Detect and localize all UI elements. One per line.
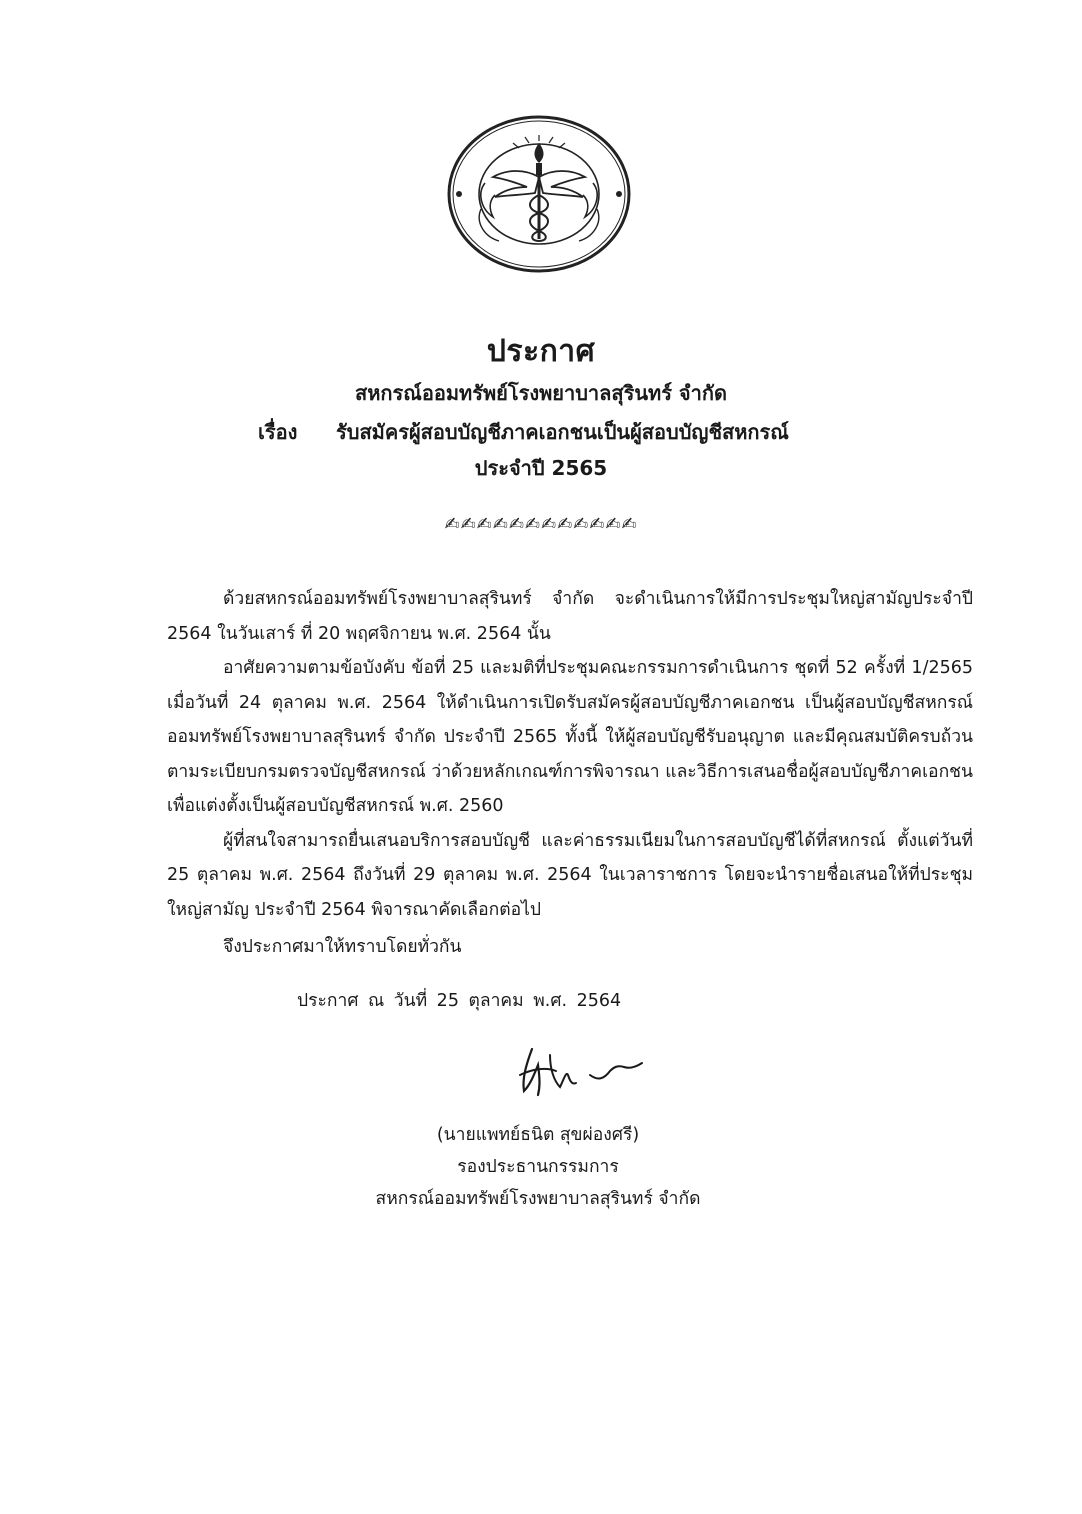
- handwritten-signature: [510, 1035, 650, 1105]
- year-line: ประจำปี 2565: [474, 456, 608, 480]
- body-paragraph: ด้วยสหกรณ์ออมทรัพย์โรงพยาบาลสุรินทร์ จำกัด จะดำเนินการให้มีการประชุมใหญ่สามัญประจำปี 2564 ในวันเสาร์ ที่ 20 พฤศจิกายน พ.ศ. 2564 นั้น: [167, 589, 973, 644]
- document-title: ประกาศ: [486, 334, 596, 369]
- body-paragraph: อาศัยความตามข้อบังคับ ข้อที่ 25 และมติที่ประชุมคณะกรรมการดำเนินการ ชุดที่ 52 ครั้งที่ 1/2565 เมื่อวันที่ 24 ตุลาคม พ.ศ. 2564 ให้ดำเนินการเปิดรับสมัครผู้สอบบัญชีภาคเอกชน เป็นผู้สอบบัญชีสหกรณ์ออมทรัพย์โรงพยาบาลสุรินทร์ จำกัด ประจำปี 2565 ทั้งนี้ ให้ผู้สอบบัญชีรับอนุญาต และมีคุณสมบัติครบถ้วน ตามระเบียบกรมตรวจบัญชีสหกรณ์ ว่าด้วยหลักเกณฑ์การพิจารณา และวิธีการเสนอชื่อผู้สอบบัญชีภาคเอกชน เพื่อแต่งตั้งเป็นผู้สอบบัญชีสหกรณ์ พ.ศ. 2560: [167, 658, 973, 816]
- announcement-date: ประกาศ ณ วันที่ 25 ตุลาคม พ.ศ. 2564: [297, 991, 622, 1011]
- cooperative-seal-icon: [445, 113, 633, 275]
- signer-organization: สหกรณ์ออมทรัพย์โรงพยาบาลสุรินทร์ จำกัด: [375, 1189, 701, 1209]
- signer-name: (นายแพทย์ธนิต สุขผ่องศรี): [436, 1125, 640, 1145]
- closing-statement: จึงประกาศมาให้ทราบโดยทั่วกัน: [223, 937, 462, 957]
- body-paragraph: ผู้ที่สนใจสามารถยื่นเสนอบริการสอบบัญชี และค่าธรรมเนียมในการสอบบัญชีได้ที่สหกรณ์ ตั้งแต่วันที่ 25 ตุลาคม พ.ศ. 2564 ถึงวันที่ 29 ตุลาคม พ.ศ. 2564 ในเวลาราชการ โดยจะนำรายชื่อเสนอให้ที่ประชุมใหญ่สามัญ ประจำปี 2564 พิจารณาคัดเลือกต่อไป: [167, 830, 973, 920]
- ornament-divider: ✍✍✍✍✍✍✍✍✍✍✍✍: [444, 514, 638, 535]
- subject-label: เรื่อง: [258, 420, 298, 444]
- announcement-body: [167, 582, 973, 927]
- organization-heading: สหกรณ์ออมทรัพย์โรงพยาบาลสุรินทร์ จำกัด: [355, 381, 727, 405]
- signer-position: รองประธานกรรมการ: [457, 1157, 619, 1177]
- subject-text: รับสมัครผู้สอบบัญชีภาคเอกชนเป็นผู้สอบบัญชีสหกรณ์: [336, 420, 789, 444]
